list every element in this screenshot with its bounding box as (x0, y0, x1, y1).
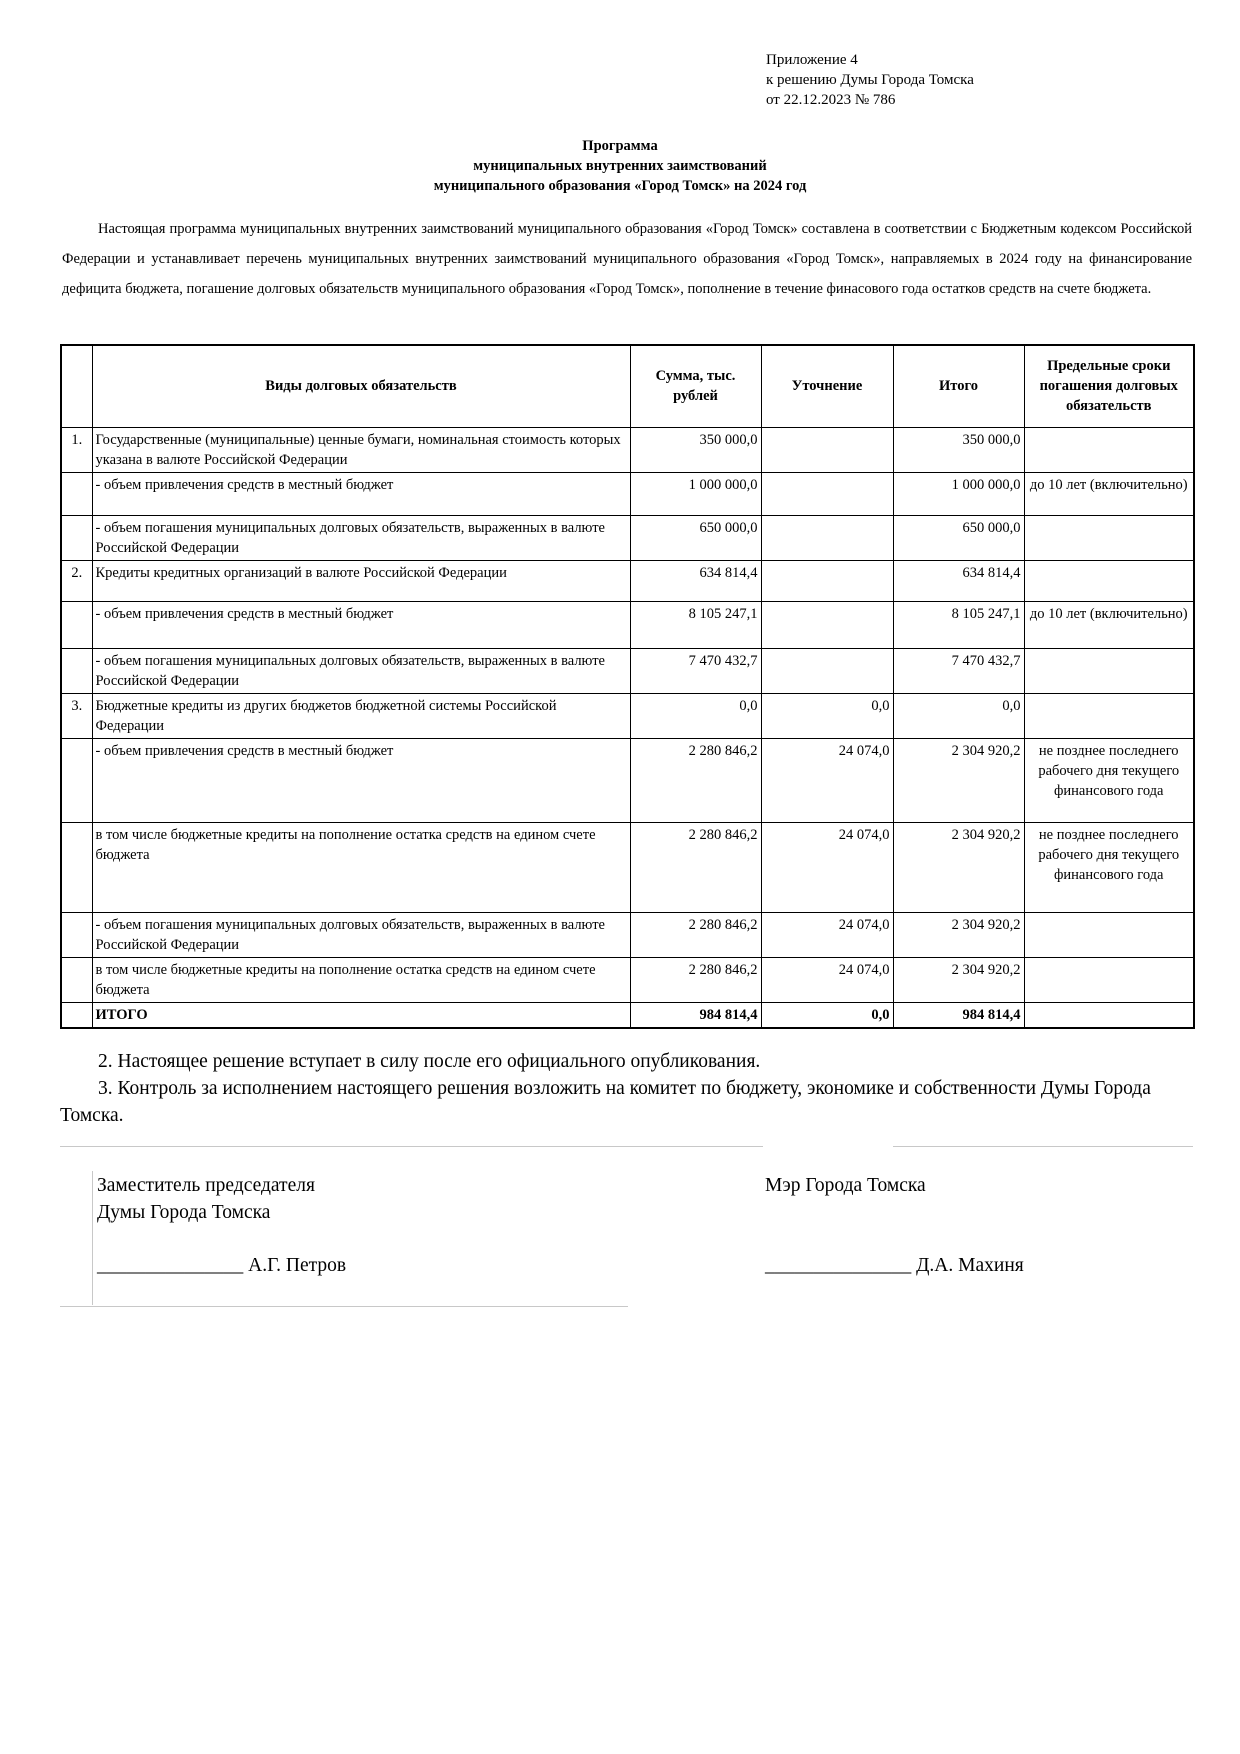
row-adjust (761, 472, 893, 515)
table-row (61, 601, 1194, 648)
row-adjust (761, 427, 893, 472)
row-term (1024, 427, 1194, 472)
row-sum: 634 814,4 (630, 560, 761, 601)
table-total-row (61, 1002, 1194, 1028)
row-total: 2 304 920,2 (893, 957, 1024, 1002)
row-total: 634 814,4 (893, 560, 1024, 601)
row-term: до 10 лет (включительно) (1024, 472, 1194, 515)
row-adjust (761, 515, 893, 560)
row-num (61, 472, 92, 515)
clause-3: 3. Контроль за исполнением настоящего решения возложить на комитет по бюджету, экономике и собственности Думы Города Томска. (60, 1078, 1151, 1126)
appendix-line-1: Приложение 4 (766, 52, 858, 68)
row-total: 1 000 000,0 (893, 472, 1024, 515)
title-line-3: муниципального образования «Город Томск» на 2024 год (433, 178, 807, 194)
header-type: Виды долговых обязательств (92, 345, 630, 427)
table-header-row (61, 345, 1194, 427)
row-sum: 1 000 000,0 (630, 472, 761, 515)
title-line-1: Программа (582, 138, 658, 154)
total-name: ИТОГО (92, 1002, 630, 1028)
row-num (61, 912, 92, 957)
row-term (1024, 693, 1194, 738)
row-sum: 2 280 846,2 (630, 738, 761, 822)
right-signature-role (765, 1172, 926, 1199)
row-sum: 7 470 432,7 (630, 648, 761, 693)
row-term: не позднее последнего рабочего дня текущего финансового года (1024, 822, 1194, 912)
row-adjust: 24 074,0 (761, 912, 893, 957)
row-num (61, 957, 92, 1002)
row-total: 2 304 920,2 (893, 912, 1024, 957)
intro-paragraph: Настоящая программа муниципальных внутренних заимствований муниципального образования «Город Томск» составлена в соответствии с Бюджетным кодексом Российской Федерации и устанавливает перечень муниципальных внутренних заимствований муниципального образования «Город Томск», направляемых в 2024 году на финансирование дефицита бюджета, погашение долговых обязательств муниципального образования «Город Томск», пополнение в течение финасового года остатков средств на счете бюджета. (62, 221, 1192, 297)
row-num (61, 738, 92, 822)
row-num (61, 601, 92, 648)
row-name: - объем привлечения средств в местный бюджет (92, 601, 630, 648)
row-num (61, 822, 92, 912)
table-row (61, 693, 1194, 738)
total-adjust: 0,0 (761, 1002, 893, 1028)
row-total: 350 000,0 (893, 427, 1024, 472)
row-adjust: 24 074,0 (761, 822, 893, 912)
row-term: не позднее последнего рабочего дня текущего финансового года (1024, 738, 1194, 822)
row-adjust: 0,0 (761, 693, 893, 738)
divider-right (893, 1146, 1193, 1147)
row-term (1024, 912, 1194, 957)
table-row (61, 738, 1194, 822)
row-name: - объем привлечения средств в местный бюджет (92, 472, 630, 515)
row-total: 2 304 920,2 (893, 738, 1024, 822)
row-term (1024, 515, 1194, 560)
borrowing-program-table (60, 344, 1195, 1029)
header-sum: Сумма, тыс. рублей (630, 345, 761, 427)
row-name: в том числе бюджетные кредиты на пополнение остатка средств на едином счете бюджета (92, 822, 630, 912)
row-sum: 650 000,0 (630, 515, 761, 560)
row-name: - объем погашения муниципальных долговых обязательств, выраженных в валюте Российской Федерации (92, 515, 630, 560)
left-signature-line (97, 1252, 346, 1279)
divider-left (60, 1146, 763, 1147)
header-total: Итого (893, 345, 1024, 427)
row-term: до 10 лет (включительно) (1024, 601, 1194, 648)
divider-bottom (60, 1306, 628, 1307)
left-role-line-1: Заместитель председателя (97, 1175, 315, 1196)
total-term (1024, 1002, 1194, 1028)
table-row (61, 515, 1194, 560)
right-role: Мэр Города Томска (765, 1175, 926, 1196)
row-sum: 350 000,0 (630, 427, 761, 472)
right-signatory-name: Д.А. Махиня (916, 1255, 1024, 1276)
row-total: 8 105 247,1 (893, 601, 1024, 648)
clause-2: 2. Настоящее решение вступает в силу после его официального опубликования. (98, 1051, 761, 1072)
appendix-reference (766, 50, 974, 110)
appendix-line-2: к решению Думы Города Томска (766, 72, 974, 88)
header-num (61, 345, 92, 427)
row-sum: 0,0 (630, 693, 761, 738)
row-adjust: 24 074,0 (761, 738, 893, 822)
row-sum: 2 280 846,2 (630, 912, 761, 957)
table-row (61, 822, 1194, 912)
total-sum: 984 814,4 (630, 1002, 761, 1028)
appendix-line-3: от 22.12.2023 № 786 (766, 92, 896, 108)
row-name: в том числе бюджетные кредиты на пополнение остатка средств на едином счете бюджета (92, 957, 630, 1002)
row-num (61, 648, 92, 693)
row-name: - объем погашения муниципальных долговых обязательств, выраженных в валюте Российской Федерации (92, 912, 630, 957)
row-sum: 8 105 247,1 (630, 601, 761, 648)
left-signatory-name: А.Г. Петров (248, 1255, 347, 1276)
row-adjust (761, 601, 893, 648)
total-total: 984 814,4 (893, 1002, 1024, 1028)
row-name: - объем привлечения средств в местный бюджет (92, 738, 630, 822)
header-adjust: Уточнение (761, 345, 893, 427)
signature-block-border (92, 1171, 93, 1305)
table-row (61, 648, 1194, 693)
row-term (1024, 560, 1194, 601)
total-num (61, 1002, 92, 1028)
table-row (61, 912, 1194, 957)
row-name: - объем погашения муниципальных долговых обязательств, выраженных в валюте Российской Федерации (92, 648, 630, 693)
row-adjust (761, 560, 893, 601)
row-num: 1. (61, 427, 92, 472)
row-num (61, 515, 92, 560)
title-line-2: муниципальных внутренних заимствований (473, 158, 767, 174)
row-sum: 2 280 846,2 (630, 822, 761, 912)
document-title (0, 136, 1240, 196)
row-total: 650 000,0 (893, 515, 1024, 560)
row-adjust (761, 648, 893, 693)
row-term (1024, 648, 1194, 693)
header-term: Предельные сроки погашения долговых обязательств (1024, 345, 1194, 427)
row-num: 3. (61, 693, 92, 738)
table-row (61, 427, 1194, 472)
row-name: Кредиты кредитных организаций в валюте Российской Федерации (92, 560, 630, 601)
left-role-line-2: Думы Города Томска (97, 1202, 271, 1223)
row-adjust: 24 074,0 (761, 957, 893, 1002)
row-sum: 2 280 846,2 (630, 957, 761, 1002)
row-total: 7 470 432,7 (893, 648, 1024, 693)
right-signature-blank: _______________ (765, 1255, 912, 1276)
right-signature-line (765, 1252, 1024, 1279)
table-row (61, 560, 1194, 601)
closing-clauses (60, 1048, 1200, 1129)
row-term (1024, 957, 1194, 1002)
left-signature-role (97, 1172, 315, 1226)
row-total: 0,0 (893, 693, 1024, 738)
table-row (61, 472, 1194, 515)
left-signature-blank: _______________ (97, 1255, 244, 1276)
row-num: 2. (61, 560, 92, 601)
row-total: 2 304 920,2 (893, 822, 1024, 912)
table-row (61, 957, 1194, 1002)
row-name: Государственные (муниципальные) ценные бумаги, номинальная стоимость которых указана в валюте Российской Федерации (92, 427, 630, 472)
row-name: Бюджетные кредиты из других бюджетов бюджетной системы Российской Федерации (92, 693, 630, 738)
